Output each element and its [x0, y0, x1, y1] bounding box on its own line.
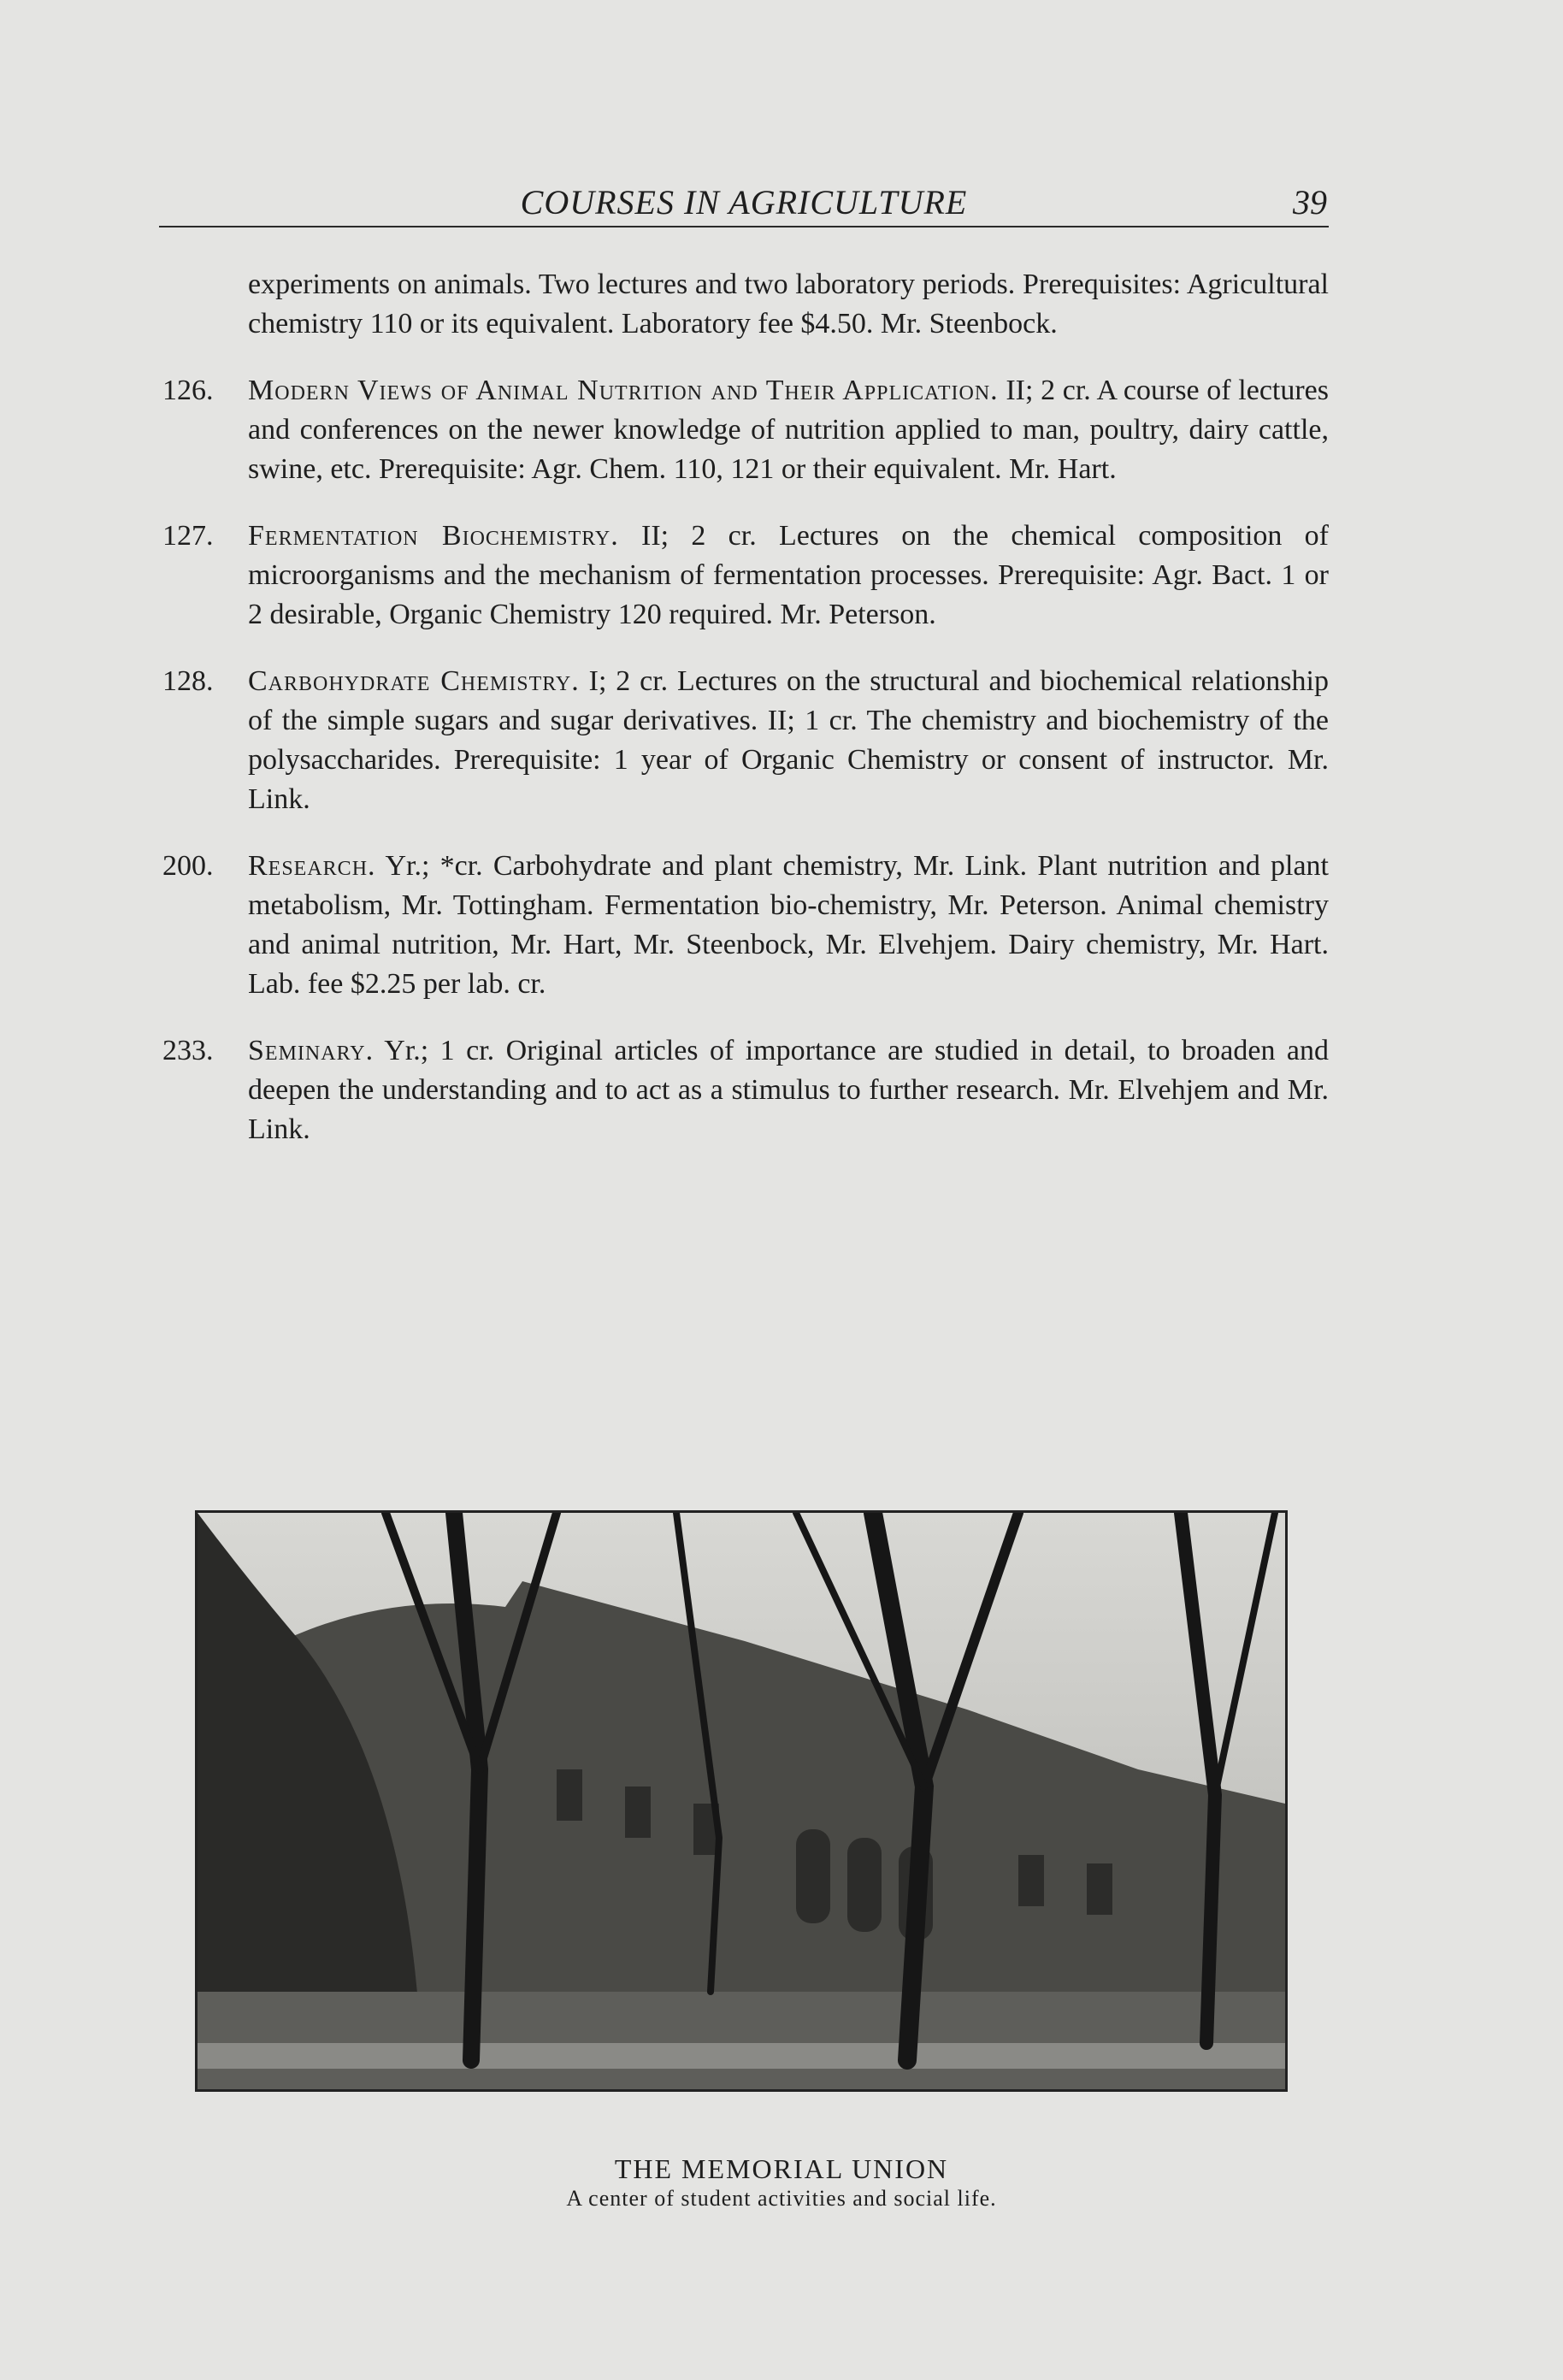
course-description — [162, 847, 1329, 1004]
photograph-illustration — [198, 1513, 1285, 2089]
course-entry-127 — [162, 517, 1329, 635]
course-description — [162, 371, 1329, 489]
lawn-and-street — [198, 1992, 1285, 2089]
course-entry-233 — [162, 1031, 1329, 1149]
course-description — [162, 1031, 1329, 1149]
course-number: 128. — [162, 665, 214, 697]
course-entry-128 — [162, 662, 1329, 819]
figure-caption-title: THE MEMORIAL UNION — [614, 2153, 949, 2184]
course-entry-200 — [162, 847, 1329, 1004]
continuation-text: experiments on animals. Two lectures and two laboratory periods. Prerequisites: Agricultural chemistry 110 or its equivalent. Laboratory fee $4.50. Mr. Steenbock. — [248, 269, 1329, 340]
memorial-union-photograph — [195, 1510, 1288, 2092]
running-head: COURSES IN AGRICULTURE — [520, 183, 968, 221]
course-number: 233. — [162, 1035, 214, 1066]
course-entry-126 — [162, 371, 1329, 489]
course-details: II; 2 cr. A course of lectures and conferences on the newer knowledge of nutrition applied to man, poultry, dairy cattle, swine, etc. Prerequisite: Agr. Chem. 110, 121 or their equivalent. Mr. Hart. — [248, 375, 1329, 485]
course-number: 126. — [162, 375, 214, 406]
course-description — [162, 662, 1329, 819]
course-title: Carbohydrate Chemistry. — [248, 665, 580, 697]
course-listing — [162, 265, 1329, 1177]
course-details: II; 2 cr. Lectures on the chemical composition of microorganisms and the mechanism of fermentation processes. Prerequisite: Agr. Bact. 1 or 2 desirable, Organic Chemistry 120 required. Mr. Peterson. — [248, 520, 1329, 630]
course-number: 127. — [162, 520, 214, 552]
page-header — [159, 181, 1329, 227]
page-number: 39 — [1293, 183, 1327, 221]
course-title: Modern Views of Animal Nutrition and Their Application. — [248, 375, 999, 406]
course-title: Fermentation Biochemistry. — [248, 520, 619, 552]
continuation-paragraph — [162, 265, 1329, 344]
figure-caption-subtitle: A center of student activities and social life. — [566, 2186, 997, 2211]
sidewalk — [198, 2043, 1285, 2069]
course-details: Yr.; 1 cr. Original articles of importance are studied in detail, to broaden and deepen the understanding and to act as a stimulus to further research. Mr. Elvehjem and Mr. Link. — [248, 1035, 1329, 1145]
course-title: Seminary. — [248, 1035, 375, 1066]
course-details: Yr.; *cr. Carbohydrate and plant chemistry, Mr. Link. Plant nutrition and plant metabolism, Mr. Tottingham. Fermentation bio-chemistry, Mr. Peterson. Animal chemistry and animal nutrition, Mr. Hart, Mr. Steenbock, Mr. Elvehjem. Dairy chemistry, Mr. Hart. Lab. fee $2.25 per lab. cr. — [248, 850, 1329, 1000]
course-details: I; 2 cr. Lectures on the structural and biochemical relationship of the simple sugars and sugar derivatives. II; 1 cr. The chemistry and biochemistry of the polysaccharides. Prerequisite: 1 year of Organic Chemistry or consent of instructor. Mr. Link. — [248, 665, 1329, 815]
course-description — [162, 517, 1329, 635]
course-number: 200. — [162, 850, 214, 882]
course-title: Research. — [248, 850, 376, 882]
